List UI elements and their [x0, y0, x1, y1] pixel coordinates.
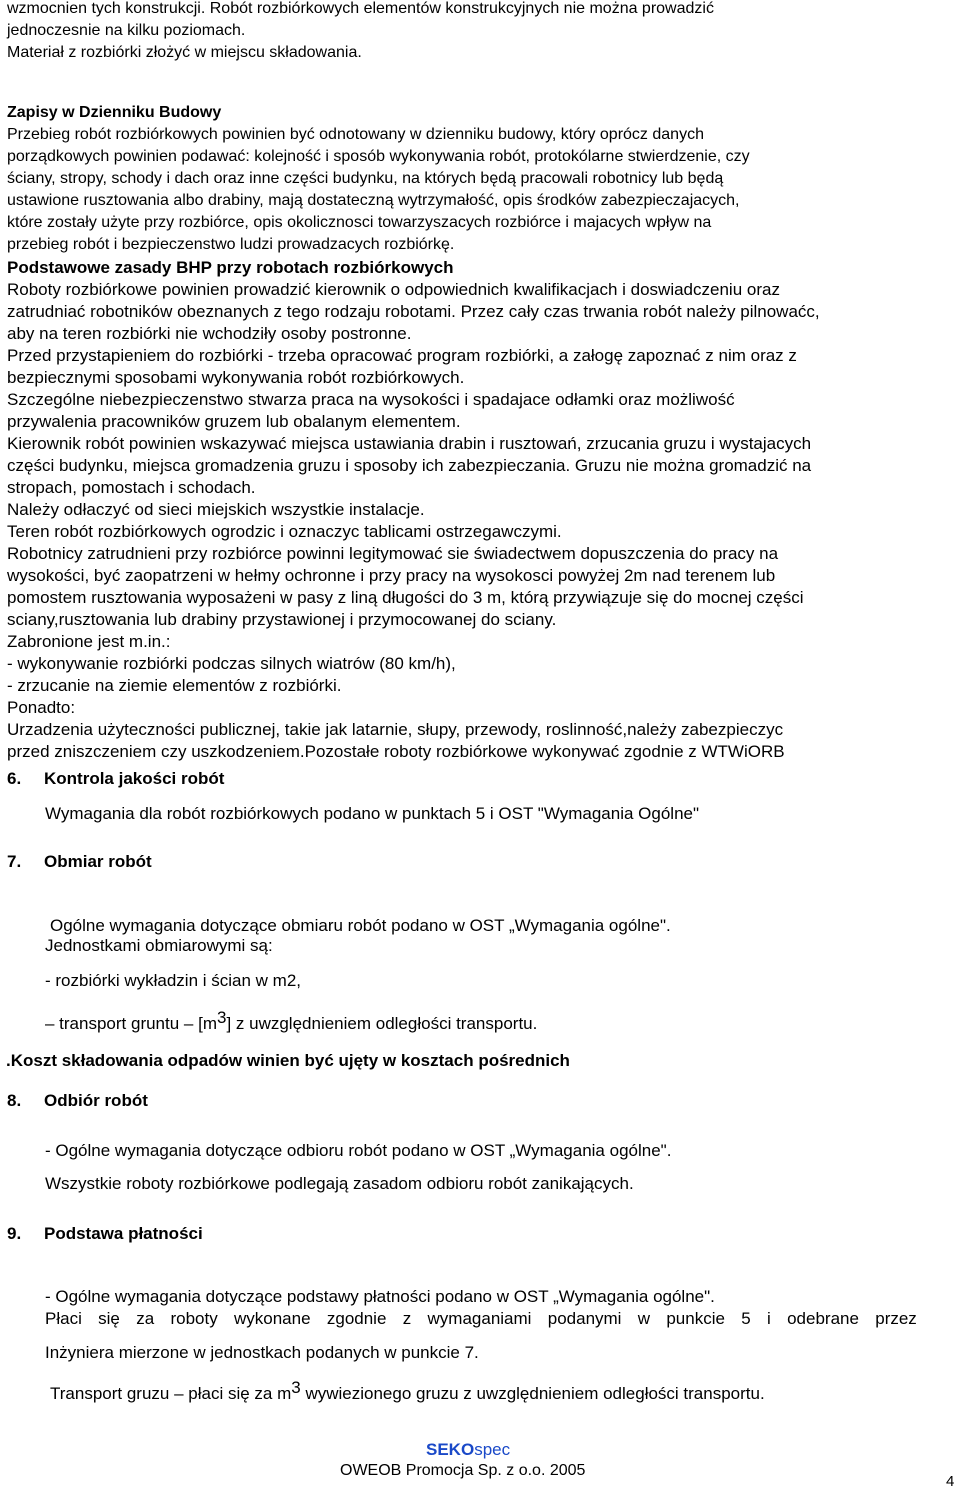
superscript: 3 [291, 1378, 301, 1397]
diary-line: ustawione rusztowania albo drabiny, mają dostateczną wytrzymałość, opis środków zabezpieczajacych, [7, 192, 740, 209]
section-8-heading: Odbiór robót [44, 1091, 148, 1110]
bhp-line: - zrzucanie na ziemie elementów z rozbiórki. [7, 676, 342, 695]
bhp-line: aby na teren rozbiórki nie wchodziły osoby postronne. [7, 324, 412, 343]
section-6-number: 6. [7, 769, 22, 788]
intro-line-2: jednoczesnie na kilku poziomach. [7, 22, 246, 39]
diary-line: Przebieg robót rozbiórkowych powinien być odnotowany w dzienniku budowy, który oprócz danych [7, 126, 704, 143]
footer-brand-logo: SEKOspec [426, 1440, 511, 1459]
bhp-line: zatrudniać robotników obeznanych z tego rodzaju robotami. Przez cały czas trwania robót należy pilnowaćc, [7, 302, 820, 321]
section-9-line-1: - Ogólne wymagania dotyczące podstawy płatności podano w OST „Wymagania ogólne". [45, 1287, 715, 1306]
superscript: 3 [216, 1008, 227, 1027]
bhp-line: - wykonywanie rozbiórki podczas silnych wiatrów (80 km/h), [7, 654, 456, 673]
section-6-heading: Kontrola jakości robót [44, 769, 225, 788]
intro-line-1: wzmocnien tych konstrukcji. Robót rozbiórkowych elementów konstrukcyjnych nie można prowadzić [7, 0, 714, 17]
diary-heading: Zapisy w Dzienniku Budowy [7, 104, 222, 121]
bhp-line: Zabronione jest m.in.: [7, 632, 171, 651]
section-9-line-3: Inżyniera mierzone w jednostkach podanych w punkcie 7. [45, 1343, 479, 1362]
section-9-line-2: Płaci się za roboty wykonane zgodnie z wymaganiami podanymi w punkcie 5 i odebrane przez [45, 1309, 917, 1328]
bhp-line: pomostem rusztowania wyposażeni w pasy z liną długości do 3 m, którą przywiązuje się do mocnej części [7, 588, 804, 607]
section-8-line-1: - Ogólne wymagania dotyczące odbioru robót podano w OST „Wymagania ogólne". [45, 1141, 672, 1160]
diary-line: przebieg robót i bezpieczenstwo ludzi prowadzacych rozbiórkę. [7, 236, 455, 253]
diary-line: które zostały użyte przy rozbiórce, opis okolicznosci towarzyszacych rozbiórce i majacych wpływ na [7, 214, 712, 231]
bhp-line: stropach, pomostach i schodach. [7, 478, 256, 497]
bhp-line: Należy odłaczyć od sieci miejskich wszystkie instalacje. [7, 500, 425, 519]
section-9-line-4: Transport gruzu – płaci się za $m^3$ wywiezionego gruzu z uwzględnieniem odległości transportu. [50, 1378, 765, 1403]
diary-line: ściany, stropy, schody i dach oraz inne części budynku, na których będą pracowali robotnicy lub będą [7, 170, 724, 187]
diary-line: porządkowych powinien podawać: kolejność i sposób wykonywania robót, protokólarne stwierdzenie, czy [7, 148, 750, 165]
bhp-line: części budynku, miejsca gromadzenia gruzu i sposoby ich zabezpieczania. Gruzu nie można gromadzić na [7, 456, 812, 475]
bhp-line: Kierownik robót powinien wskazywać miejsca ustawiania drabin i rusztowań, zrzucania gruzu i wystajacych [7, 434, 812, 453]
bhp-line: wysokości, być zaopatrzeni w hełmy ochronne i przy pracy na wysokosci powyżej 2m nad terenem lub [7, 566, 776, 585]
cost-note: .Koszt składowania odpadów winien być ujęty w kosztach pośrednich [6, 1051, 570, 1070]
intro-line-3: Materiał z rozbiórki złożyć w miejscu składowania. [7, 44, 362, 61]
section-6-text: Wymagania dla robót rozbiórkowych podano w punktach 5 i OST "Wymagania Ogólne" [45, 804, 700, 823]
section-7-item-2: – transport gruntu – $[m^3]$ z uwzględnieniem odległości transportu. [45, 1008, 538, 1033]
section-7-number: 7. [7, 852, 22, 871]
bhp-line: Urzadzenia użyteczności publicznej, takie jak latarnie, słupy, przewody, roslinność,należy zabezpieczyc [7, 720, 784, 739]
bhp-heading: Podstawowe zasady BHP przy robotach rozbiórkowych [7, 258, 454, 277]
bhp-line: sciany,rusztowania lub drabiny przystawionej i przymocowanej do sciany. [7, 610, 557, 629]
bhp-line: bezpiecznymi sposobami wykonywania robót rozbiórkowych. [7, 368, 465, 387]
page-number: 4 [946, 1473, 955, 1490]
bhp-line: przywalenia pracowników gruzem lub obalanym elementem. [7, 412, 461, 431]
section-7-heading: Obmiar robót [44, 852, 152, 871]
bhp-line: Roboty rozbiórkowe powinien prowadzić kierownik o odpowiednich kwalifikacjach i doswiadczeniu oraz [7, 280, 780, 299]
bhp-line: Teren robót rozbiórkowych ogrodzic i oznaczyc tablicami ostrzegawczymi. [7, 522, 562, 541]
section-8-line-2: Wszystkie roboty rozbiórkowe podlegają zasadom odbioru robót zanikających. [45, 1174, 634, 1193]
section-7-line-2: Jednostkami obmiarowymi są: [45, 936, 273, 955]
section-7-item-1: - rozbiórki wykładzin i ścian w m2, [45, 971, 302, 990]
bhp-line: Przed przystapieniem do rozbiórki - trzeba opracować program rozbiórki, a załogę zapoznać z nim oraz z [7, 346, 797, 365]
section-9-heading: Podstawa płatności [44, 1224, 203, 1243]
bhp-line: Szczególne niebezpieczenstwo stwarza praca na wysokości i spadajace odłamki oraz możliwość [7, 390, 735, 409]
section-8-number: 8. [7, 1091, 22, 1110]
bhp-line: przed zniszczeniem czy uszkodzeniem.Pozostałe roboty rozbiórkowe wykonywać zgodnie z WTWiORB [7, 742, 785, 761]
section-7-line-1: Ogólne wymagania dotyczące obmiaru robót podano w OST „Wymagania ogólne". [50, 916, 671, 935]
footer-company: OWEOB Promocja Sp. z o.o. 2005 [340, 1462, 586, 1479]
bhp-line: Ponadto: [7, 698, 76, 717]
section-9-number: 9. [7, 1224, 22, 1243]
bhp-line: Robotnicy zatrudnieni przy rozbiórce powinni legitymować sie świadectwem dopuszczenia do pracy na [7, 544, 779, 563]
